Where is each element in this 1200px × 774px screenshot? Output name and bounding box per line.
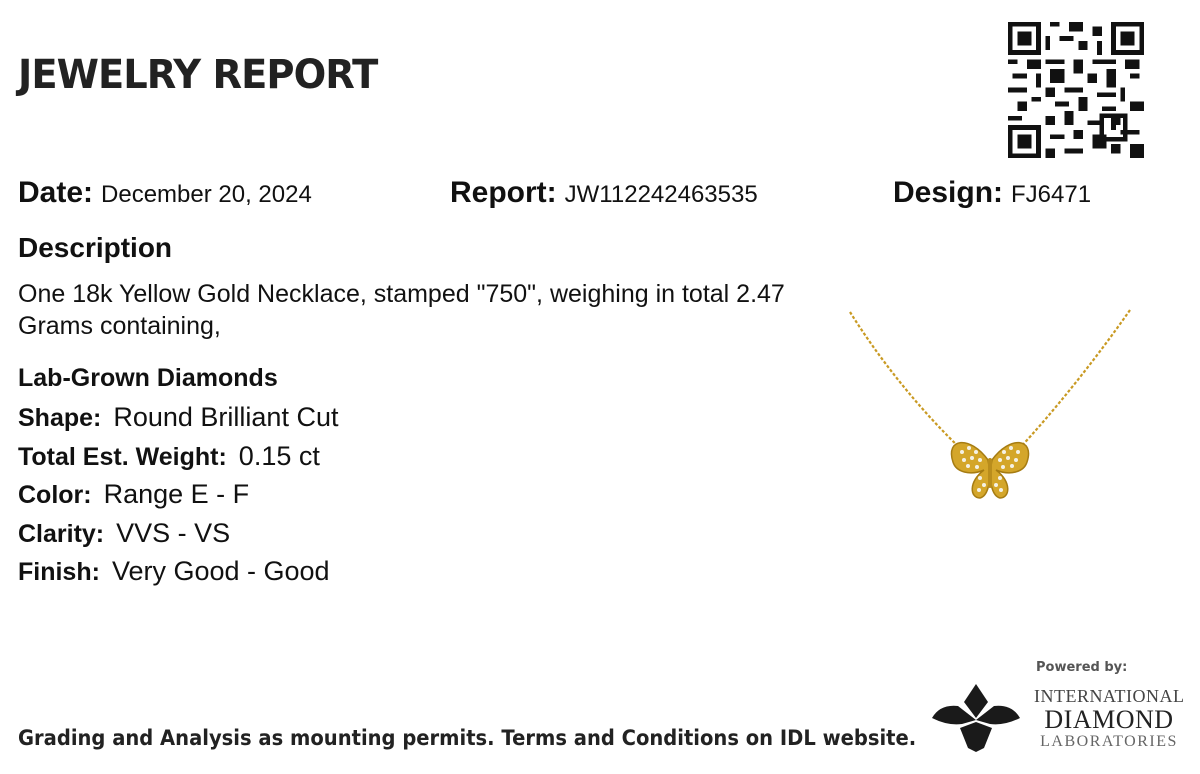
specs-section [18, 364, 338, 595]
report-title: JEWELRY REPORT [18, 52, 378, 98]
report-label: Report: [450, 176, 557, 209]
spec-row-color [18, 479, 338, 518]
spec-value: Range E - F [103, 479, 250, 509]
report-value: JW112242463535 [564, 181, 758, 208]
specs-heading: Lab-Grown Diamonds [18, 364, 278, 392]
footer-disclaimer: Grading and Analysis as mounting permits. Terms and Conditions on IDL website. [18, 726, 917, 750]
design-value: FJ6471 [1011, 181, 1092, 208]
date-field [18, 176, 312, 210]
butterfly-necklace-photo [840, 300, 1140, 520]
spec-row-weight [18, 441, 338, 480]
spec-row-shape [18, 402, 338, 441]
design-label: Design: [893, 176, 1004, 209]
spec-value: 0.15 ct [238, 440, 320, 471]
qr-code [1008, 22, 1144, 158]
description-heading: Description [18, 232, 173, 263]
spec-value: Round Brilliant Cut [113, 402, 339, 432]
spec-label: Color: [18, 481, 92, 509]
date-value: December 20, 2024 [101, 181, 312, 208]
logo-line-laboratories: LABORATORIES [1040, 733, 1178, 750]
description-text: One 18k Yellow Gold Necklace, stamped "750", weighing in total 2.47 Grams containing, [18, 280, 785, 340]
logo-line-international: INTERNATIONAL [1034, 686, 1185, 706]
spec-value: VVS - VS [116, 517, 231, 548]
report-number-field [450, 176, 758, 210]
design-field [893, 176, 1091, 210]
spec-label: Finish: [18, 558, 100, 586]
spec-row-finish [18, 556, 338, 595]
spec-label: Total Est. Weight: [18, 442, 227, 471]
powered-by-label: Powered by: [1036, 660, 1128, 675]
spec-value: Very Good - Good [111, 556, 330, 586]
spec-label: Clarity: [18, 519, 105, 548]
spec-label: Shape: [18, 404, 102, 432]
diamond-petals-icon [932, 682, 1020, 754]
spec-row-clarity [18, 518, 338, 557]
idl-logo-text [1034, 686, 1184, 751]
logo-line-diamond: DIAMOND [1044, 705, 1174, 734]
date-label: Date: [18, 176, 94, 209]
